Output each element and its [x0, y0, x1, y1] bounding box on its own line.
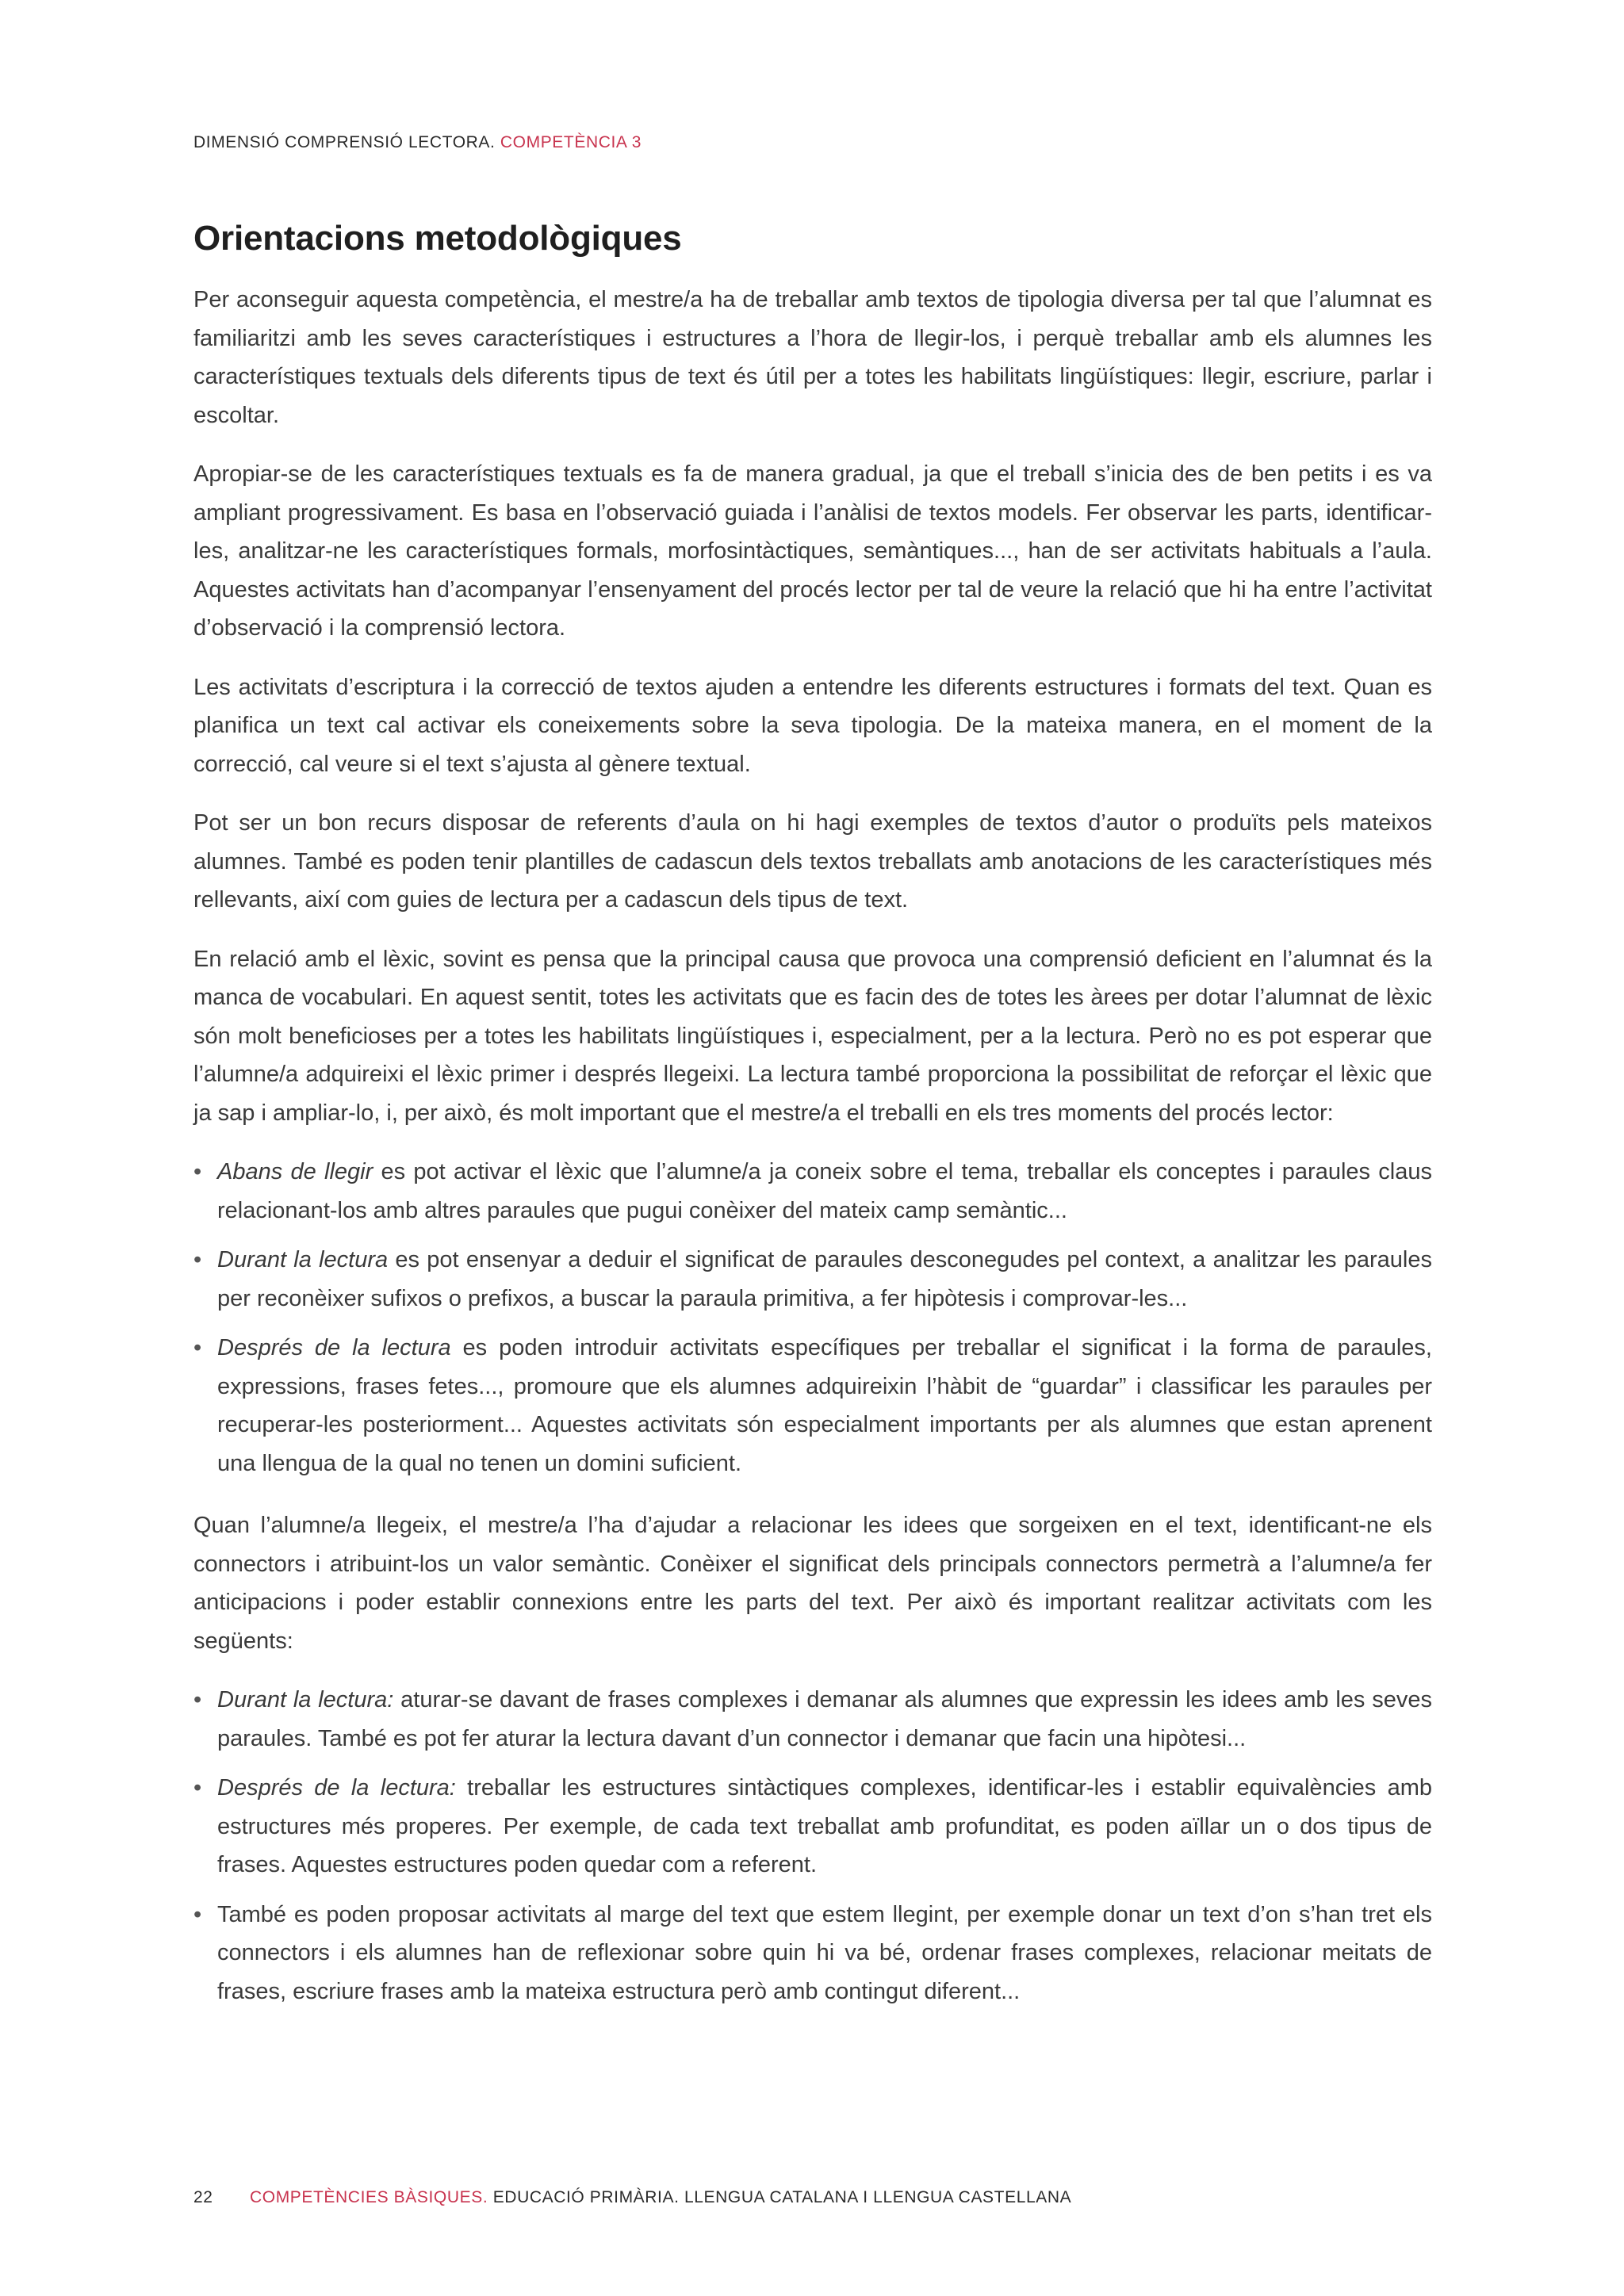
bullet-icon: • — [193, 1247, 202, 1272]
list-item-lead: Després de la lectura: — [217, 1775, 456, 1800]
list-item — [193, 1153, 1432, 1230]
header-section: DIMENSIÓ COMPRENSIÓ LECTORA. — [193, 133, 496, 151]
list-item — [193, 1681, 1432, 1758]
footer-subtitle: EDUCACIÓ PRIMÀRIA. LLENGUA CATALANA I LLENGUA CASTELLANA — [492, 2188, 1072, 2206]
paragraph: Pot ser un bon recurs disposar de referents d’aula on hi hagi exemples de textos d’autor o produïts pels mateixos alumnes. També es poden tenir plantilles de cadascun dels textos treballats amb anotacions de les característiques més rellevants, així com guies de lectura per a cadascun dels tipus de text. — [193, 810, 1432, 913]
list-item-lead: Després de la lectura — [217, 1335, 451, 1360]
page-title: Orientacions metodològiques — [193, 219, 682, 258]
list-item — [193, 1329, 1432, 1483]
list-item-lead: Durant la lectura: — [217, 1687, 394, 1712]
list-item — [193, 1769, 1432, 1885]
bullet-icon: • — [193, 1159, 202, 1184]
paragraph: Per aconseguir aquesta competència, el mestre/a ha de treballar amb textos de tipologia diversa per tal que l’alumnat es familiaritzi amb les seves característiques i estructures a l’hora de llegir-los, i perquè treballar amb els alumnes les característiques textuals dels diferents tipus de text és útil per a totes les habilitats lingüístiques: llegir, escriure, parlar i escoltar. — [193, 287, 1432, 428]
paragraph: Apropiar-se de les característiques textuals es fa de manera gradual, ja que el treball s’inicia des de ben petits i es va ampliant progressivament. Es basa en l’observació guiada i l’anàlisi de textos models. Fer observar les parts, identificar-les, analitzar-ne les característiques formals, morfosintàctiques, semàntiques..., han de ser activitats habituals a l’aula. Aquestes activitats han d’acompanyar l’ensenyament del procés lector per tal de veure la relació que hi ha entre l’activitat d’observació i la comprensió lectora. — [193, 461, 1432, 641]
list-item-text: es pot activar el lèxic que l’alumne/a ja coneix sobre el tema, treballar els conceptes i paraules claus relacionant-los amb altres paraules que pugui conèixer del mateix camp semàntic... — [217, 1159, 1433, 1223]
header-competency: COMPETÈNCIA 3 — [500, 133, 642, 151]
bullet-icon: • — [193, 1687, 202, 1712]
running-footer — [193, 2188, 1071, 2207]
paragraph: En relació amb el lèxic, sovint es pensa que la principal causa que provoca una comprensió deficient en l’alumnat és la manca de vocabulari. En aquest sentit, totes les activitats que es facin des de totes les àrees per dotar l’alumnat de lèxic són molt beneficioses per a totes les habilitats lingüístiques i, especialment, per a la lectura. Però no es pot esperar que l’alumne/a adquireixi el lèxic primer i després llegeixi. La lectura també proporciona la possibilitat de reforçar el lèxic que ja sap i ampliar-lo, i, per això, és molt important que el mestre/a el treballi en els tres moments del procés lector: — [193, 946, 1432, 1126]
list-item — [193, 1896, 1432, 2011]
paragraph: Quan l’alumne/a llegeix, el mestre/a l’ha d’ajudar a relacionar les idees que sorgeixen en el text, identificant-ne els connectors i atribuint-los un valor semàntic. Conèixer el significat dels principals connectors permetrà a l’alumne/a fer anticipacions i poder establir connexions entre les parts del text. Per això és important realitzar activitats com les següents: — [193, 1513, 1432, 1654]
bullet-icon: • — [193, 1335, 202, 1360]
bullet-icon: • — [193, 1901, 202, 1927]
list-item-text: es pot ensenyar a deduir el significat de paraules desconegudes pel context, a analitzar les paraules per reconèixer sufixos o prefixos, a buscar la paraula primitiva, a fer hipòtesis i comprovar-les... — [217, 1247, 1432, 1311]
list-item — [193, 1241, 1432, 1318]
list-item-text: aturar-se davant de frases complexes i demanar als alumnes que expressin les idees amb les seves paraules. També es pot fer aturar la lectura davant d’un connector i demanar que facin una hipòtesi... — [217, 1687, 1432, 1751]
paragraph: Les activitats d’escriptura i la correcció de textos ajuden a entendre les diferents estructures i formats del text. Quan es planifica un text cal activar els coneixements sobre la seva tipologia. De la mateixa manera, en el moment de la correcció, cal veure si el text s’ajusta al gènere textual. — [193, 674, 1432, 777]
connectors-activities-list — [193, 1681, 1432, 2011]
list-item-lead: Durant la lectura — [217, 1247, 389, 1272]
main-content — [193, 219, 1432, 2034]
lexic-moments-list — [193, 1153, 1432, 1483]
page-number: 22 — [193, 2188, 213, 2206]
running-header — [193, 133, 642, 152]
list-item-text: treballar les estructures sintàctiques complexes, identificar-les i establir equivalències amb estructures més properes. Per exemple, de cada text treballat amb profunditat, es poden aïllar un o dos tipus de frases. Aquestes estructures poden quedar com a referent. — [217, 1775, 1432, 1877]
bullet-icon: • — [193, 1775, 202, 1800]
list-item-text: es poden introduir activitats específiques per treballar el significat i la forma de paraules, expressions, frases fetes..., promoure que els alumnes adquireixin l’hàbit de “guardar” i classificar les paraules per recuperar-les posteriorment... Aquestes activitats són especialment importants per als alumnes que estan aprenent una llengua de la qual no tenen un domini suficient. — [217, 1335, 1432, 1476]
list-item-text: També es poden proposar activitats al marge del text que estem llegint, per exemple donar un text d’on s’han tret els connectors i els alumnes han de reflexionar sobre quin hi va bé, ordenar frases complexes, relacionar meitats de frases, escriure frases amb la mateixa estructura però amb contingut diferent... — [217, 1901, 1432, 2004]
footer-series: COMPETÈNCIES BÀSIQUES. — [250, 2188, 488, 2206]
list-item-lead: Abans de llegir — [217, 1159, 373, 1184]
